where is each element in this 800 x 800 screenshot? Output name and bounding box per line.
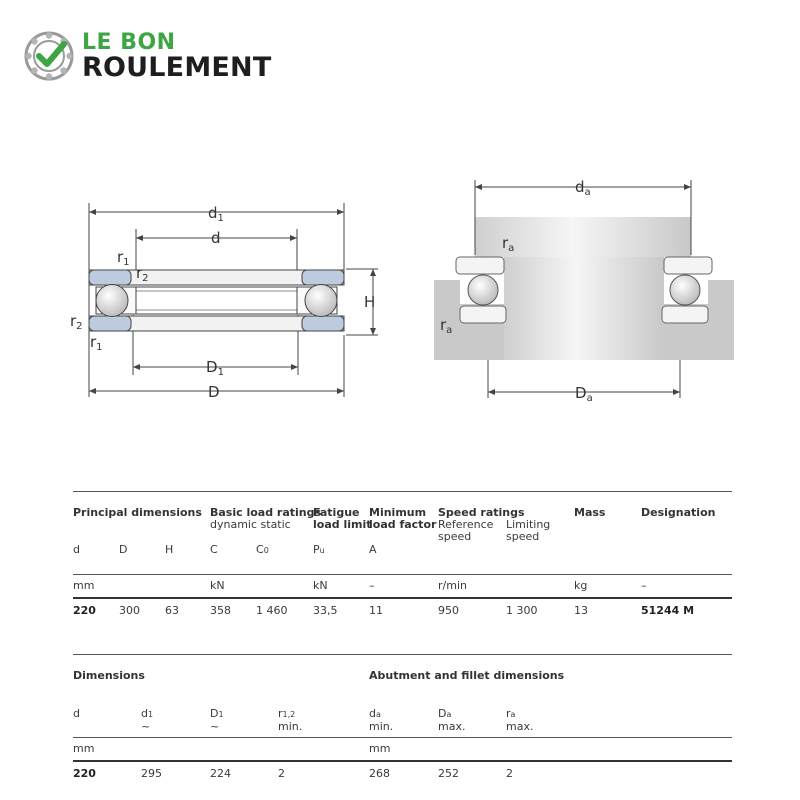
header-minimum-2: load factor bbox=[369, 518, 437, 531]
value-limiting-speed: 1 300 bbox=[506, 604, 538, 617]
value-D1: 224 bbox=[210, 767, 231, 780]
symbol-D: D bbox=[119, 543, 128, 556]
value-C: 358 bbox=[210, 604, 231, 617]
header-minimum-1: Minimum bbox=[369, 506, 427, 519]
bearing-data-table bbox=[73, 491, 732, 616]
symbol-d: d bbox=[73, 543, 80, 556]
value-d: 220 bbox=[73, 604, 96, 617]
dim-Da-label: $D_a$ bbox=[575, 384, 593, 404]
brand-logo bbox=[24, 26, 304, 86]
value-H: 63 bbox=[165, 604, 179, 617]
dim-h-label: H bbox=[364, 293, 376, 311]
header-basic-sub: dynamic static bbox=[210, 518, 291, 531]
logo-line-2: ROULEMENT bbox=[82, 52, 272, 83]
symbol-Da: Da max. bbox=[438, 707, 466, 733]
header-mass: Mass bbox=[574, 506, 606, 519]
symbol-r12: r1,2 min. bbox=[278, 707, 303, 733]
unit-kn-load: kN bbox=[210, 579, 225, 592]
header-basic-load-ratings: Basic load ratings bbox=[210, 506, 322, 519]
symbol-A: A bbox=[369, 543, 377, 556]
value-Pu: 33,5 bbox=[313, 604, 338, 617]
dim-r1-bottom-label: $r_1$ bbox=[90, 333, 103, 353]
header-reference-2: speed bbox=[438, 530, 472, 543]
logo-line-1: LE BON bbox=[82, 30, 176, 55]
unit-mm-dimensions: mm bbox=[73, 742, 95, 755]
header-fatigue-2: load limit bbox=[313, 518, 372, 531]
dim-ra-top-label: $r_a$ bbox=[502, 234, 515, 254]
value-reference-speed: 950 bbox=[438, 604, 459, 617]
abutment-drawing bbox=[432, 170, 736, 405]
header-speed-ratings: Speed ratings bbox=[438, 506, 525, 519]
header-designation: Designation bbox=[641, 506, 716, 519]
header-limiting-2: speed bbox=[506, 530, 540, 543]
dim-r1-top-label: $r_1$ bbox=[117, 248, 130, 268]
header-principal-dimensions: Principal dimensions bbox=[73, 506, 202, 519]
bearing-check-icon bbox=[24, 29, 78, 83]
symbol-da: da min. bbox=[369, 707, 394, 733]
value-D: 300 bbox=[119, 604, 140, 617]
header-dimensions: Dimensions bbox=[73, 669, 145, 682]
dim-d-label: d bbox=[211, 229, 221, 247]
header-reference-1: Reference bbox=[438, 518, 494, 531]
dim-r2-top-label: $r_2$ bbox=[136, 264, 149, 284]
symbol-ra: ra max. bbox=[506, 707, 534, 733]
value-d: 220 bbox=[73, 767, 96, 780]
bearing-section-drawing bbox=[60, 195, 390, 410]
value-da: 268 bbox=[369, 767, 390, 780]
dim-ra-bottom-label: $r_a$ bbox=[440, 316, 453, 336]
unit-dash-factor: – bbox=[369, 579, 375, 592]
dimensions-table bbox=[73, 654, 732, 780]
dim-r2-bottom-label: $r_2$ bbox=[70, 312, 83, 332]
unit-mm-abutment: mm bbox=[369, 742, 391, 755]
value-A: 11 bbox=[369, 604, 383, 617]
unit-rmin: r/min bbox=[438, 579, 467, 592]
symbol-d: d bbox=[73, 707, 80, 720]
value-Da: 252 bbox=[438, 767, 459, 780]
symbol-C0: C0 bbox=[256, 543, 269, 556]
unit-dash-designation: – bbox=[641, 579, 647, 592]
dim-da-label: $d_a$ bbox=[575, 178, 591, 198]
symbol-C: C bbox=[210, 543, 218, 556]
symbol-D1: D1 ~ bbox=[210, 707, 224, 733]
value-r12: 2 bbox=[278, 767, 285, 780]
value-mass: 13 bbox=[574, 604, 588, 617]
dim-D-label: D bbox=[208, 383, 220, 401]
header-abutment: Abutment and fillet dimensions bbox=[369, 669, 565, 682]
symbol-d1: d1 ~ bbox=[141, 707, 154, 733]
unit-kn-fatigue: kN bbox=[313, 579, 328, 592]
value-designation: 51244 M bbox=[641, 604, 695, 617]
header-limiting-1: Limiting bbox=[506, 518, 551, 531]
value-d1: 295 bbox=[141, 767, 162, 780]
dim-d1-label: $d_1$ bbox=[208, 204, 224, 224]
unit-kg: kg bbox=[574, 579, 588, 592]
value-C0: 1 460 bbox=[256, 604, 288, 617]
header-fatigue-1: Fatigue bbox=[313, 506, 360, 519]
symbol-H: H bbox=[165, 543, 174, 556]
symbol-Pu: Pu bbox=[313, 543, 325, 556]
value-ra: 2 bbox=[506, 767, 513, 780]
dim-D1-label: $D_1$ bbox=[206, 358, 224, 378]
unit-mm: mm bbox=[73, 579, 95, 592]
